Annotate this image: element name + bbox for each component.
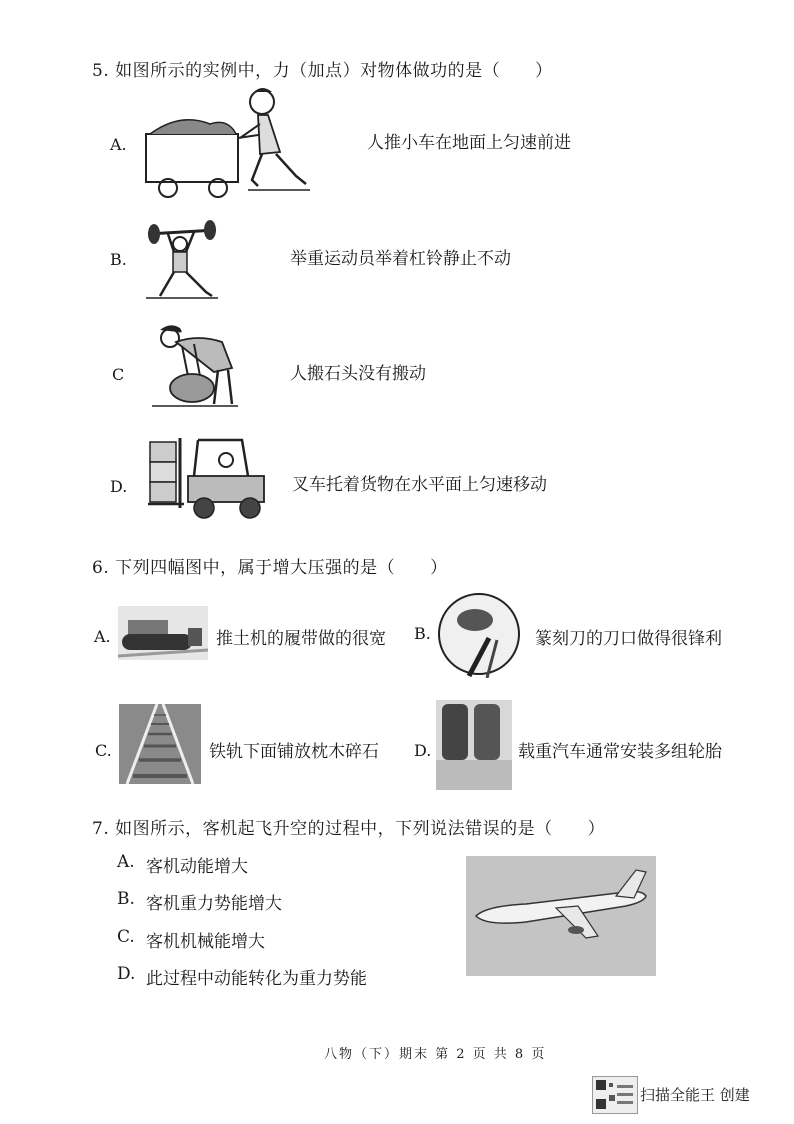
carving-knife-image <box>435 590 527 678</box>
watermark-text: 扫描全能王 创建 <box>640 1086 750 1104</box>
truck-tires-image <box>436 700 512 790</box>
q6-option-d-letter: D. <box>414 741 432 760</box>
q7-option-a-letter: A. <box>117 852 135 872</box>
person-lifting-rock-image <box>148 320 240 412</box>
q6-option-b-letter: B. <box>414 624 431 643</box>
q7-option-d-text: 此过程中动能转化为重力势能 <box>146 969 367 989</box>
q7-option-a-text: 客机动能增大 <box>146 857 248 877</box>
q6-option-c-letter: C. <box>95 741 112 760</box>
q5-option-c-text: 人搬石头没有搬动 <box>290 364 426 384</box>
page-footer: 八物（下）期末 第 2 页 共 8 页 <box>324 1047 547 1062</box>
q7-option-b-text: 客机重力势能增大 <box>146 894 282 914</box>
question-6-title: 6. 下列四幅图中，属于增大压强的是（ ） <box>92 558 448 578</box>
question-5-title: 5. 如图所示的实例中，力（加点）对物体做功的是（ ） <box>92 61 553 81</box>
weightlifter-image <box>142 212 222 302</box>
railway-track-image <box>119 704 201 784</box>
q5-option-d-text: 叉车托着货物在水平面上匀速移动 <box>292 475 547 495</box>
q6-option-a-letter: A. <box>94 627 111 646</box>
bulldozer-image <box>118 606 208 660</box>
forklift-image <box>144 432 270 522</box>
q5-option-a-text: 人推小车在地面上匀速前进 <box>367 133 571 153</box>
q5-option-c-letter: C <box>112 365 125 384</box>
person-pushing-cart-image <box>140 82 320 202</box>
q6-option-d-text: 载重汽车通常安装多组轮胎 <box>518 742 722 762</box>
airplane-image <box>466 856 656 976</box>
q5-option-d-letter: D. <box>110 477 128 496</box>
q7-option-c-text: 客机机械能增大 <box>146 932 265 952</box>
q6-option-c-text: 铁轨下面铺放枕木碎石 <box>209 742 379 762</box>
q5-option-a-letter: A. <box>110 135 127 154</box>
q6-option-b-text: 篆刻刀的刀口做得很锋利 <box>535 629 722 649</box>
q7-option-d-letter: D. <box>117 964 136 984</box>
q6-option-a-text: 推土机的履带做的很宽 <box>216 629 386 649</box>
qr-code-icon <box>592 1076 638 1114</box>
q7-option-b-letter: B. <box>117 889 135 909</box>
q5-option-b-letter: B. <box>110 250 127 269</box>
q5-option-b-text: 举重运动员举着杠铃静止不动 <box>290 249 511 269</box>
question-7-title: 7. 如图所示，客机起飞升空的过程中，下列说法错误的是（ ） <box>92 819 606 839</box>
q7-option-c-letter: C. <box>117 927 135 947</box>
